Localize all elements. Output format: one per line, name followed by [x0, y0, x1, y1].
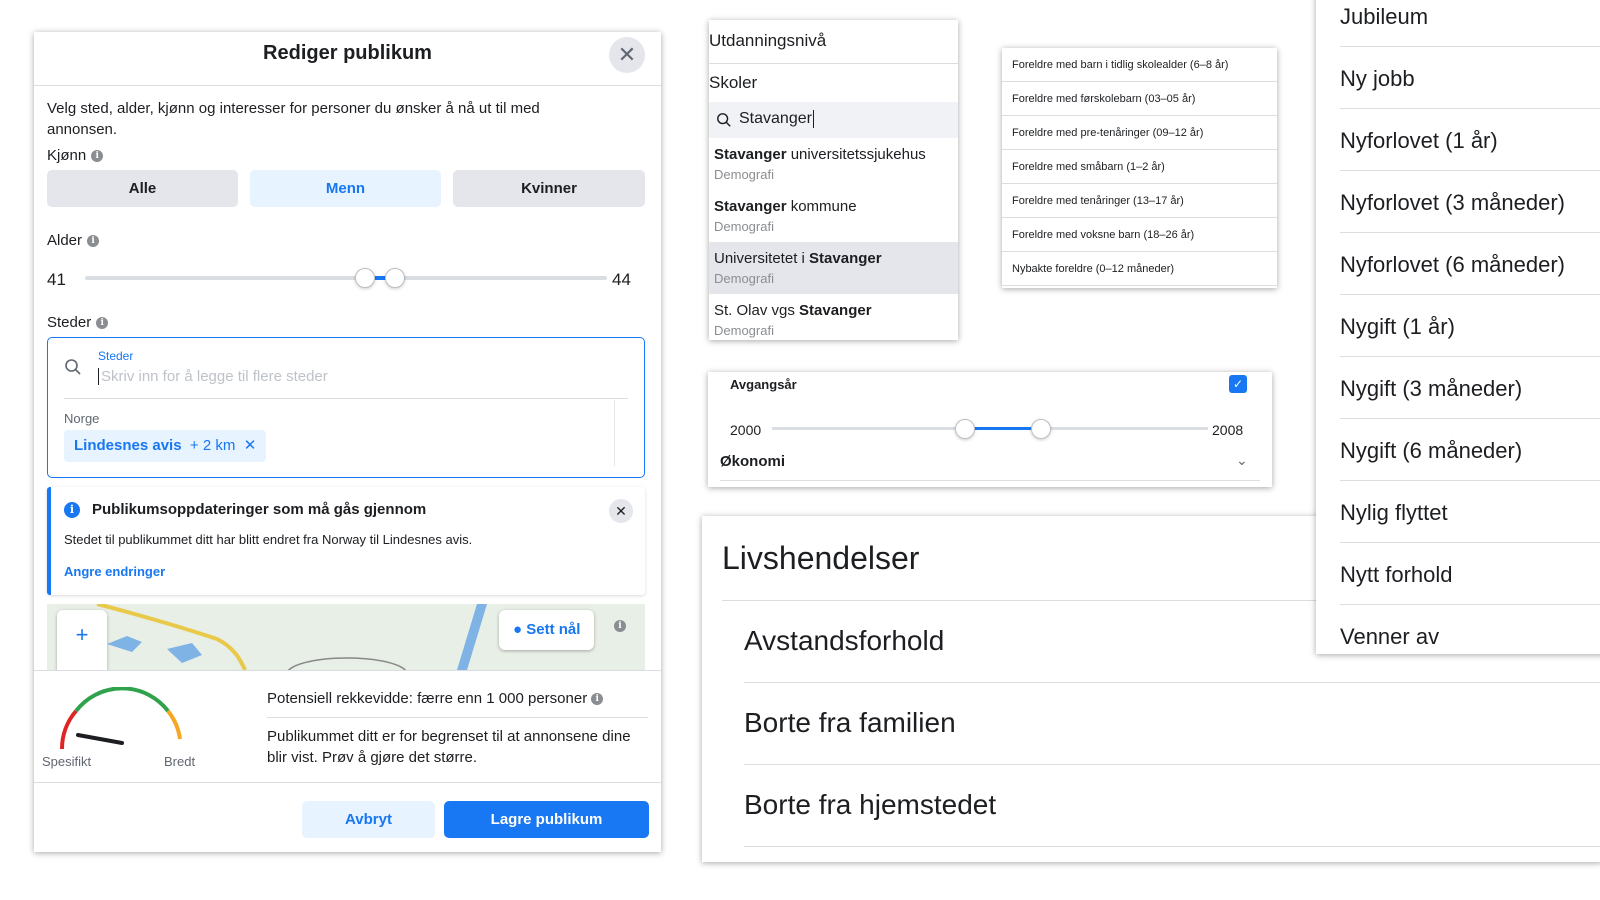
result-name [714, 198, 953, 215]
location-chip[interactable] [64, 430, 266, 462]
result-name [714, 302, 953, 319]
locations-label-text: Steder [47, 314, 92, 331]
year-slider-range [965, 427, 1041, 430]
result-name-rest: universitetssjukehus [786, 146, 926, 163]
divider [1340, 294, 1600, 295]
list-item[interactable]: Borte fra hjemstedet [744, 789, 997, 820]
divider [744, 846, 1600, 847]
chip-radius[interactable]: + 2 km [189, 437, 236, 454]
gender-women-button[interactable]: Kvinner [453, 170, 645, 207]
divider [1340, 108, 1600, 109]
list-item[interactable]: Nyforlovet (3 måneder) [1340, 190, 1565, 215]
info-icon[interactable]: i [91, 150, 103, 162]
schools-header[interactable]: Skoler [709, 73, 758, 92]
year-min-value: 2000 [730, 422, 762, 438]
cancel-button[interactable]: Avbryt [302, 801, 435, 838]
gender-label [47, 147, 103, 164]
gender-label-text: Kjønn [47, 147, 87, 164]
list-item[interactable]: Foreldre med barn i tidlig skolealder (6–8 år) [1002, 48, 1277, 82]
life-events-list [1316, 0, 1600, 654]
result-category: Demografi [714, 219, 774, 234]
search-icon [716, 112, 732, 128]
list-item[interactable]: Nygift (1 år) [1340, 314, 1455, 339]
graduation-year-label: Avgangsår [730, 377, 797, 392]
audience-size-gauge [52, 687, 192, 757]
graduation-year-panel [708, 372, 1272, 487]
result-name-pre: St. Olav vgs [714, 302, 800, 319]
potential-reach [267, 690, 603, 707]
divider [1340, 232, 1600, 233]
search-query [739, 110, 814, 128]
result-name-bold: Stavanger [714, 146, 787, 163]
remove-chip-icon[interactable]: ✕ [243, 437, 257, 454]
info-icon[interactable]: i [591, 693, 603, 705]
economy-section[interactable]: Økonomi [720, 453, 786, 470]
result-name-bold: Stavanger [809, 250, 882, 267]
undo-changes-link[interactable]: Angre endringer [64, 564, 166, 579]
gauge-specific-label: Spesifikt [42, 754, 92, 769]
list-item[interactable] [709, 294, 958, 340]
list-item[interactable]: Foreldre med førskolebarn (03–05 år) [1002, 82, 1277, 116]
locations-field[interactable] [47, 337, 645, 478]
list-item[interactable]: Foreldre med småbarn (1–2 år) [1002, 150, 1277, 184]
year-min-handle[interactable] [955, 419, 975, 439]
list-item[interactable]: Foreldre med voksne barn (18–26 år) [1002, 218, 1277, 252]
divider [267, 717, 648, 718]
divider [1340, 356, 1600, 357]
locations-label [47, 314, 108, 331]
divider [64, 398, 628, 399]
search-query-text: Stavanger [739, 110, 812, 128]
list-item[interactable] [709, 138, 958, 190]
year-max-value: 2008 [1212, 422, 1244, 438]
list-item[interactable]: Foreldre med pre-tenåringer (09–12 år) [1002, 116, 1277, 150]
age-label [47, 232, 99, 249]
info-icon: i [64, 502, 80, 518]
divider [744, 764, 1600, 765]
age-max-value: 44 [612, 270, 631, 289]
notice-title: Publikumsoppdateringer som må gås gjennom [92, 501, 427, 518]
year-max-handle[interactable] [1031, 419, 1051, 439]
chevron-down-icon[interactable]: ⌄ [1236, 452, 1248, 468]
audience-update-notice [47, 487, 645, 595]
list-item[interactable]: Nyforlovet (1 år) [1340, 128, 1498, 153]
list-item[interactable]: Nytt forhold [1340, 562, 1453, 587]
gauge-broad-label: Bredt [164, 754, 196, 769]
education-level-header[interactable]: Utdanningsnivå [709, 31, 827, 50]
schools-dropdown [709, 20, 958, 340]
divider [720, 480, 1260, 481]
reach-description: Publikummet ditt er for begrenset til at annonsene dine blir vist. Prøv å gjøre det større. [267, 728, 631, 766]
result-category: Demografi [714, 167, 774, 182]
list-item[interactable]: Nylig flyttet [1340, 500, 1448, 525]
divider [1340, 170, 1600, 171]
divider [34, 782, 661, 783]
close-icon[interactable]: ✕ [609, 37, 645, 73]
age-min-value: 41 [47, 270, 66, 289]
info-icon[interactable]: i [614, 620, 626, 632]
chip-name: Lindesnes avis [74, 437, 182, 454]
year-slider-track[interactable] [772, 427, 1208, 430]
info-icon[interactable]: i [96, 317, 108, 329]
scrollbar[interactable] [614, 400, 628, 466]
result-name [714, 250, 953, 267]
modal-description: Velg sted, alder, kjønn og interesser for personer du ønsker å nå ut til med annonsen. [47, 100, 540, 138]
plus-icon: + [75, 622, 89, 647]
zoom-in-button[interactable] [57, 610, 107, 670]
info-icon[interactable]: i [87, 235, 99, 247]
life-events-title: Livshendelser [722, 540, 920, 576]
result-category: Demografi [714, 323, 774, 338]
text-caret [813, 110, 814, 128]
close-icon[interactable]: ✕ [609, 499, 633, 523]
result-name-bold: Stavanger [799, 302, 872, 319]
modal-title: Rediger publikum [263, 42, 432, 64]
graduation-year-checkbox[interactable]: ✓ [1229, 375, 1247, 393]
divider [1340, 542, 1600, 543]
divider [34, 670, 661, 671]
save-audience-button[interactable]: Lagre publikum [444, 801, 649, 838]
list-item[interactable]: Nyforlovet (6 måneder) [1340, 252, 1565, 277]
locations-field-label: Steder [98, 349, 134, 363]
list-item[interactable] [709, 242, 958, 294]
gender-all-button[interactable]: Alle [47, 170, 238, 207]
list-item[interactable]: Avstandsforhold [744, 625, 945, 656]
drop-pin-button[interactable] [499, 610, 594, 650]
age-min-handle[interactable] [355, 268, 375, 288]
divider [1340, 418, 1600, 419]
result-name-pre: Universitetet i [714, 250, 810, 267]
divider [1340, 480, 1600, 481]
divider [1340, 46, 1600, 47]
result-name [714, 146, 953, 163]
divider [744, 682, 1600, 683]
divider [709, 63, 958, 64]
notice-body: Stedet til publikummet ditt har blitt endret fra Norway til Lindesnes avis. [64, 532, 473, 547]
list-item[interactable]: Nygift (6 måneder) [1340, 438, 1523, 463]
divider [1340, 604, 1600, 605]
list-item[interactable] [709, 190, 958, 242]
result-name-bold: Stavanger [714, 198, 787, 215]
divider [34, 85, 661, 86]
list-item[interactable]: Jubileum [1340, 4, 1429, 29]
search-icon [64, 358, 82, 376]
result-category: Demografi [714, 271, 774, 286]
list-item[interactable]: Venner av [1340, 624, 1440, 649]
location-map[interactable] [47, 604, 645, 670]
age-max-handle[interactable] [385, 268, 405, 288]
age-label-text: Alder [47, 232, 83, 249]
locations-input[interactable]: Skriv inn for å legge til flere steder [98, 368, 328, 385]
drop-pin-label: Sett nål [526, 621, 581, 638]
gender-men-button[interactable]: Menn [250, 170, 441, 207]
parents-list [1002, 48, 1277, 288]
potential-reach-text: Potensiell rekkevidde: færre enn 1 000 personer [267, 690, 588, 707]
result-name-rest: kommune [786, 198, 857, 215]
pin-icon: ● [513, 621, 523, 638]
list-item[interactable]: Nybakte foreldre (0–12 måneder) [1002, 252, 1277, 286]
list-item[interactable]: Foreldre med tenåringer (13–17 år) [1002, 184, 1277, 218]
schools-search-input[interactable] [709, 102, 958, 138]
list-item[interactable]: Borte fra familien [744, 707, 956, 738]
list-item[interactable]: Ny jobb [1340, 66, 1415, 91]
age-slider-track[interactable] [85, 276, 607, 280]
list-item[interactable]: Nygift (3 måneder) [1340, 376, 1523, 401]
country-label: Norge [64, 411, 100, 426]
edit-audience-modal [34, 32, 661, 852]
